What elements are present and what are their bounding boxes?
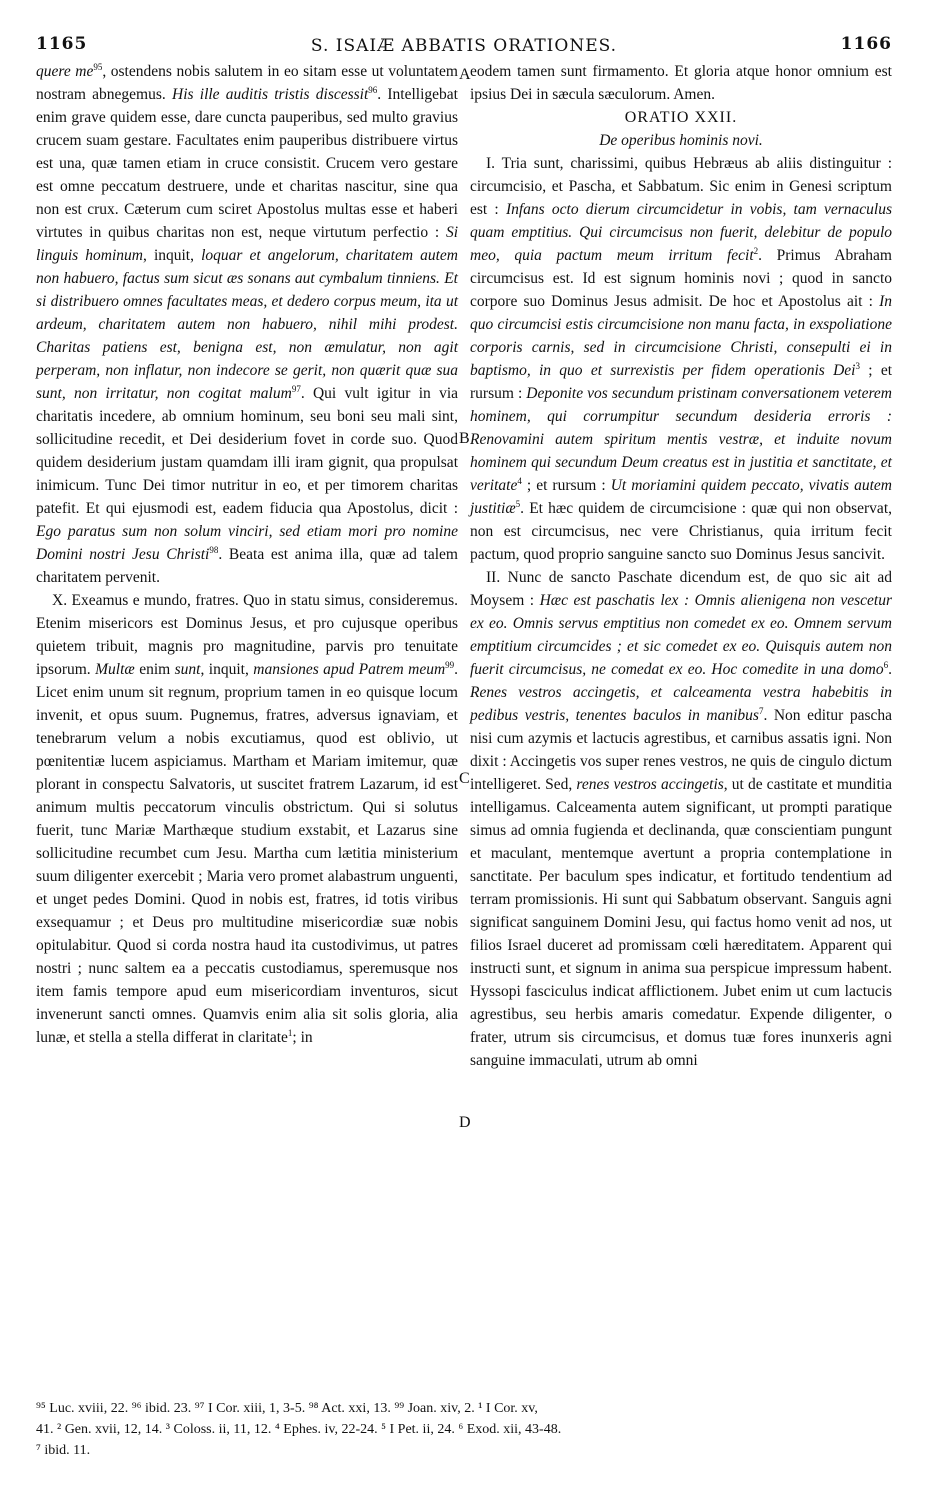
footnote-ref: 97 bbox=[291, 383, 301, 394]
text-span: . Non editur pascha nisi cum azymis et lactucis agrestibus, et carnibus assatis igni. Non dixit : Accingetis vos super renes vestros, ne quis de cingulo dictum intelligeret. Sed, bbox=[470, 707, 892, 793]
oration-subtitle: De operibus hominis novi. bbox=[599, 132, 763, 149]
text-span: Hæc est paschatis lex : Omnis alienigena non vescetur ex eo. Omnis servus emptitius non comedet ex eo. Omnem servum emptitium circumcides ; et sic comedet ex eo. Quisquis autem non fuerit circumcisus, ne comedat ex eo. Hoc comedite in una domo bbox=[470, 592, 892, 678]
text-span: enim bbox=[134, 661, 175, 678]
text-span: II. Nunc de sancto Paschate dicendum est, de quo sic ait ad Moysem : bbox=[470, 569, 892, 609]
paragraph-x bbox=[36, 589, 458, 1049]
text-span: ; et rursum : bbox=[521, 477, 611, 494]
text-span: . Licet enim unum sit regnum, proprium tamen in eo quisque locum invenit, et opus suum. Pugnemus, fratres, adversus ignaviam, et tenebrarum velum a nobis excutiamus, quod est oblivio, ut pœnitentiæ lucem aspiciamus. Martham et Mariam imitemur, quæ plorant in conspectu Salvatoris, ut suscitet fratrem Lazarum, id est animum multis peccatorum vinculis obstrictum. Qui si solutus fuerit, tunc Mariæ Marthæque studium exstabit, et Lazarus sine sollicitudine recumbet cum Jesu. Martha cum lætitia ministerium suum diligenter exercebit ; Maria vero promet alabastrum unguenti, et unget pedes Domini. Quod in nobis est, fratres, id totis viribus exsequamur ; et Deus pro multitudine misericordiæ suæ nobis opitulabitur. Quod si corda nostra haud ita custodivimus, ut patres nostri ; nunc saltem ea a peccatis custodiamus, speremusque nos item famis tempore apud eum misericordiam inventuros, sicut invenerunt sancti omnes. Quamvis enim alia sit solis gloria, alia lunæ, et stella a stella differat in claritate bbox=[36, 661, 459, 1046]
footnote-ref: 2 bbox=[753, 245, 759, 256]
footnote-ref: 95 bbox=[93, 61, 103, 72]
page-header bbox=[36, 28, 892, 56]
left-column bbox=[36, 60, 458, 1049]
footnote-ref: 4 bbox=[517, 475, 522, 486]
text-span: . Primus Abraham circumcisus est. Id est signum hominis novi ; quod in sancto corpore suo Dominus Jesus admisit. De hoc et Apostolus ait : bbox=[470, 247, 892, 310]
text-span: ; et rursum : bbox=[470, 362, 892, 402]
text-span: In quo circumcisi estis circumcisione non manu facta, in exspoliatione corporis carnis, sed in circumcisione Christi, consepulti ei in baptismo, in quo et surrexistis per fidem operationis Dei bbox=[470, 293, 892, 379]
text-span: , inquit, bbox=[200, 661, 254, 678]
text-span: . Et hæc quidem de circumcisione : quæ qui non observat, non est circumcisus, nec vere Christianus, quia irritum fecit pactum, quod proprio sanguine sancto suo Dominus Jesus sancivit. bbox=[470, 500, 892, 563]
oration-title: ORATIO XXII. bbox=[624, 109, 738, 126]
footnote-ref: 5 bbox=[515, 498, 521, 509]
text-span: . Qui vult igitur in via charitatis incedere, ab omnium hominum, seu boni seu mali sint, sollicitudine recedit, et Dei desiderium fovet in corde suo. Quod quidem desiderium justam quamdam illi iram gignit, qua propulsat inimicum. Tunc Dei timor nutritur in eo, et per timorem charitas patefit. Et qui ejusmodi est, eadem fiducia qua Apostolus, dicit : bbox=[36, 385, 458, 517]
text-span: , ostendens nobis salutem in eo sitam esse ut voluntatem nostram abnegemus. bbox=[36, 63, 458, 103]
running-title: S. ISAIÆ ABBATIS ORATIONES. bbox=[310, 36, 618, 56]
footnote-ref: 7 bbox=[758, 705, 764, 716]
text-span: Ego paratus sum non solum vinciri, sed etiam mori pro nomine Domini nostri Jesu Christi bbox=[36, 523, 458, 563]
page-number-left: 1165 bbox=[36, 34, 88, 54]
footnote-line: 41. ² Gen. xvii, 12, 14. ³ Coloss. ii, 11, 12. ⁴ Ephes. iv, 22-24. ⁵ I Pet. ii, 24. ⁶ Exod. xii, 43-48. bbox=[36, 1422, 562, 1437]
text-span: Si linguis hominum bbox=[36, 224, 458, 264]
page-number-right: 1166 bbox=[840, 34, 892, 54]
right-column bbox=[470, 60, 892, 1072]
paragraph-ii bbox=[470, 566, 892, 1072]
text-span: Deponite vos secundum pristinam conversationem veterem hominem, qui corrumpitur secundum desideria erroris : Renovamini autem spiritum mentis vestræ, et induite novum hominem qui secundum Deum creatus est in justitia et sanctitate, et veritate bbox=[470, 385, 892, 494]
footnote-line: ⁷ ibid. 11. bbox=[36, 1443, 91, 1458]
text-span: His ille auditis tristis discessit bbox=[172, 86, 369, 103]
text-span: loquar et angelorum, charitatem autem non habuero, factus sum sicut æs sonans aut cymbalum tinniens. Et si distribuero omnes facultates meas, et dedero corpus meum, ita ut ardeum, charitatem autem non habuero, nihil mihi prodest. Charitas patiens est, benigna est, non æmulatur, non agit perperam, non inflatur, non indecore se gerit, non quærit quæ sua sunt, non irritatur, non cogitat malum bbox=[36, 247, 458, 402]
margin-marker-b: B bbox=[459, 430, 470, 447]
text-span: , ut de castitate et munditia intelligamus. Calceamenta autem significant, ut prompti paratique simus ad omnia fugienda et declinanda, quæ conscientiam pungunt et maculant, mentemque avertunt a propria contemplatione in sanctitate. Per baculum spes indicatur, et fortitudo tendentium ad terram promissionis. Hi sunt qui Sabbatum observant. Sanguis agni significat sanguinem Domini Jesu, qui factus homo venit ad nos, ut filios Israel duceret ad promissam cœli hæreditatem. Apparent qui instructi sunt, et signum in anima sua perspicue impressum habent. Hyssopi fasciculus indicat afflictionem. Jubet enim ut cum lactucis agrestibus, seu herbis amaris comedatur. Expende diligenter, o frater, utrum sis circumcisus, et domus tuæ fores inunxeris agni sanguine immaculati, utrum ab omni bbox=[470, 776, 892, 1069]
paragraph-continued: eodem tamen sunt firmamento. Et gloria atque honor omnium est ipsius Dei in sæcula sæculorum. Amen. bbox=[470, 63, 892, 103]
text-span: . Beata est anima illa, quæ ad talem charitatem pervenit. bbox=[36, 546, 458, 586]
footnote-ref: 99 bbox=[445, 659, 455, 670]
footnotes bbox=[36, 1398, 892, 1461]
text-span: mansiones apud Patrem meum bbox=[253, 661, 446, 678]
text-span: I. Tria sunt, charissimi, quibus Hebræus ab aliis distinguitur : circumcisio, et Pascha, et Sabbatum. Sic enim in Genesi scriptum est : bbox=[470, 155, 892, 218]
text-span: quere me bbox=[36, 63, 94, 80]
footnote-line: ⁹⁵ Luc. xviii, 22. ⁹⁶ ibid. 23. ⁹⁷ I Cor. xiii, 1, 3-5. ⁹⁸ Act. xxi, 13. ⁹⁹ Joan. xiv, 2. ¹ I Cor. xv, bbox=[36, 1401, 538, 1416]
footnote-ref: 1 bbox=[287, 1027, 293, 1038]
text-span: sunt bbox=[174, 661, 201, 678]
margin-marker-a: A bbox=[459, 66, 471, 83]
text-span: Multæ bbox=[95, 661, 135, 678]
footnote-ref: 6 bbox=[883, 659, 889, 670]
footnote-ref: 98 bbox=[209, 544, 219, 555]
paragraph-i bbox=[470, 152, 892, 566]
footnote-ref: 96 bbox=[368, 84, 378, 95]
text-span: . bbox=[888, 661, 892, 678]
text-span: X. Exeamus e mundo, fratres. Quo in statu simus, consideremus. Etenim misericors est Dominus Jesus, et pro cujusque operibus quietem tribuit, magnis pro magnitudine, parvis pro tenuitate ipsorum. bbox=[36, 592, 458, 678]
text-span: , inquit, bbox=[142, 247, 202, 264]
footnote-ref: 3 bbox=[855, 360, 860, 371]
paragraph-ix-continued bbox=[36, 60, 458, 589]
text-span: . Intelligebat enim grave quidem esse, dare cuncta pauperibus, sed multo gravius crucem suam gestare. Facultates enim pauperibus distribuere virtus est una, quæ tamen etiam in cruce consistit. Crucem vero gestare est omne peccatum destruere, unde et charitas nascitur, sine qua non est crux. Cæterum cum sciret Apostolus multas esse et haberi virtutes in quibus charitas non est, neque virtutum perfectio : bbox=[36, 86, 458, 241]
text-span: renes vestros accingetis bbox=[576, 776, 724, 793]
margin-marker-c: C bbox=[459, 770, 470, 787]
text-span: ; in bbox=[292, 1029, 313, 1046]
text-span: Infans octo dierum circumcidetur in vobis, tam vernaculus quam emptitius. Qui circumcisus non fuerit, delebitur de populo meo, quia pactum meum irritum fecit bbox=[470, 201, 892, 264]
text-span: Ut moriamini quidem peccato, vivatis autem justitiæ bbox=[470, 477, 892, 517]
margin-marker-d: D bbox=[459, 1114, 471, 1131]
text-span: Renes vestros accingetis, et calceamenta vestra habebitis in pedibus vestris, tenentes baculos in manibus bbox=[470, 684, 892, 724]
